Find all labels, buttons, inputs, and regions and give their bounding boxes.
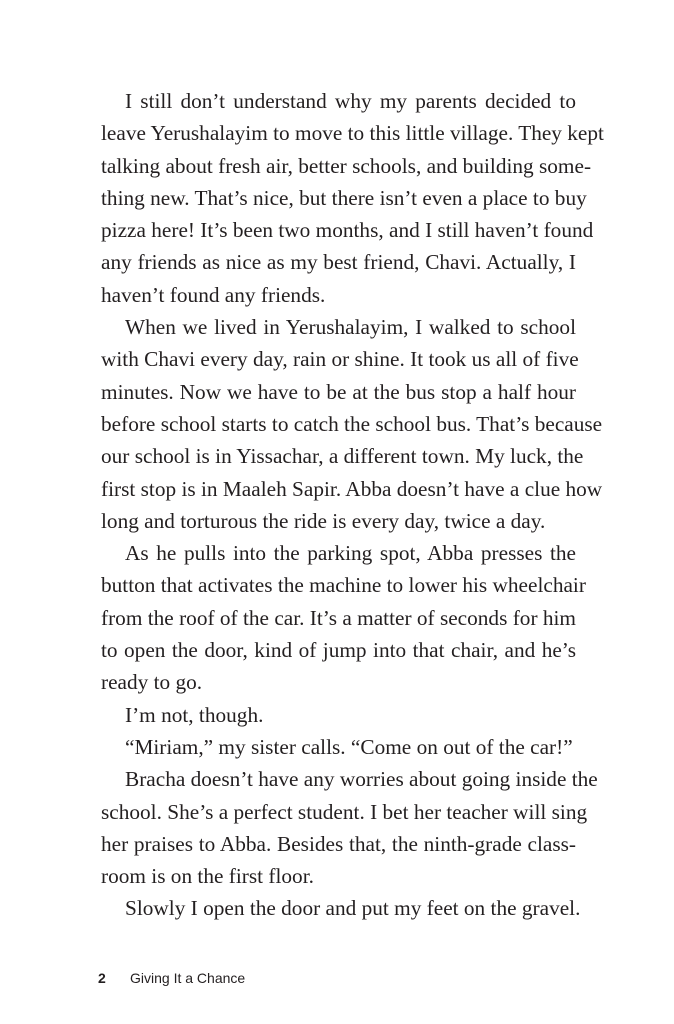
text-line: I’m not, though. [125, 702, 264, 727]
text-line: school. She’s a perfect student. I bet her teacher will sing [101, 799, 588, 824]
text-line: room is on the first floor. [101, 864, 314, 889]
text-line: to open the door, kind of jump into that chair, and he’s [101, 638, 576, 663]
text-line: haven’t found any friends. [101, 282, 326, 307]
paragraph [101, 763, 598, 892]
page-footer [98, 970, 245, 986]
text-line: When we lived in Yerushalayim, I walked to school [125, 315, 576, 340]
page-body [101, 85, 604, 925]
paragraph [101, 537, 586, 698]
text-line: from the roof of the car. It’s a matter of seconds for him [101, 605, 576, 630]
text-line: As he pulls into the parking spot, Abba presses the [125, 541, 576, 566]
text-line: button that activates the machine to lower his wheelchair [101, 573, 586, 598]
text-line: her praises to Abba. Besides that, the ninth-grade class- [101, 831, 576, 856]
paragraph [101, 85, 604, 311]
text-line: any friends as nice as my best friend, Chavi. Actually, I [101, 250, 576, 275]
text-line: before school starts to catch the school bus. That’s because [101, 411, 603, 436]
paragraph [101, 699, 576, 731]
page-number: 2 [98, 970, 106, 986]
text-line: Bracha doesn’t have any worries about going inside the [125, 767, 598, 792]
text-line: first stop is in Maaleh Sapir. Abba doesn’t have a clue how [101, 476, 603, 501]
text-line: ready to go. [101, 670, 203, 695]
running-title: Giving It a Chance [130, 970, 246, 986]
text-line: Slowly I open the door and put my feet on the gravel. [125, 896, 581, 921]
text-line: with Chavi every day, rain or shine. It took us all of five [101, 347, 579, 372]
text-line: our school is in Yissachar, a different town. My luck, the [101, 444, 584, 469]
paragraph [101, 311, 603, 537]
text-line: leave Yerushalayim to move to this little village. They kept [101, 121, 604, 146]
text-line: long and torturous the ride is every day, twice a day. [101, 508, 546, 533]
text-line: I still don’t understand why my parents decided to [125, 89, 576, 113]
text-line: minutes. Now we have to be at the bus stop a half hour [101, 379, 576, 404]
text-line: thing new. That’s nice, but there isn’t even a place to buy [101, 185, 587, 210]
text-line: “Miriam,” my sister calls. “Come on out of the car!” [125, 734, 573, 759]
paragraph [101, 731, 576, 763]
paragraph [101, 892, 581, 924]
text-line: pizza here! It’s been two months, and I still haven’t found [101, 218, 594, 243]
text-line: talking about fresh air, better schools, and building some- [101, 153, 592, 178]
